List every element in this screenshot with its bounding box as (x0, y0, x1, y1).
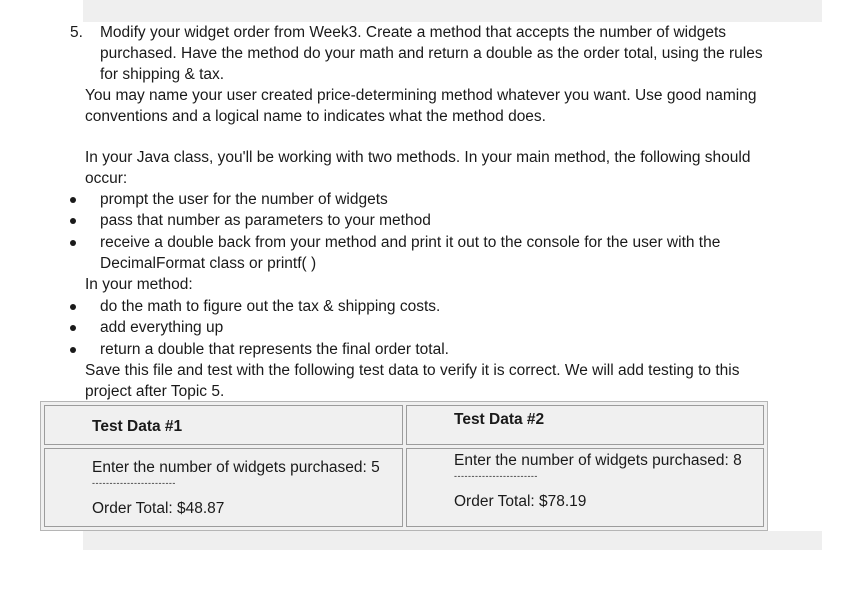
java-line-2: occur: (85, 170, 128, 187)
naming-line-2: conventions and a logical name to indicates what the method does. (85, 108, 546, 125)
test2-total: Order Total: $78.19 (454, 493, 587, 510)
top-band (83, 0, 822, 22)
test2-prompt: Enter the number of widgets purchased: 8 (454, 452, 742, 469)
main-bullet-2: pass that number as parameters to your method (100, 212, 431, 229)
test2-body-cell (406, 448, 764, 527)
test-data-table (40, 401, 768, 531)
method-bullet-2: add everything up (100, 319, 224, 336)
bottom-band (83, 531, 822, 550)
method-heading: In your method: (85, 276, 193, 293)
bullet-dot (70, 304, 76, 310)
naming-line-1: You may name your user created price-determining method whatever you want. Use good naming (85, 87, 757, 104)
bullet-dot (70, 325, 76, 331)
main-bullet-1: prompt the user for the number of widgets (100, 191, 388, 208)
intro-line-2: purchased. Have the method do your math and return a double as the order total, using the rules (100, 45, 763, 62)
method-bullet-1: do the math to figure out the tax & shipping costs. (100, 298, 441, 315)
test2-title: Test Data #2 (454, 411, 545, 428)
main-bullet-3-line-1: receive a double back from your method and print it out to the console for the user with the (100, 234, 721, 251)
bullet-dot (70, 197, 76, 203)
test2-separator: ------------------------ (454, 471, 538, 481)
test1-title: Test Data #1 (92, 418, 183, 435)
test1-header-cell (44, 405, 403, 445)
save-line-1: Save this file and test with the following test data to verify it is correct. We will add testing to this (85, 362, 740, 379)
test1-prompt: Enter the number of widgets purchased: 5 (92, 459, 380, 476)
test1-body-cell (44, 448, 403, 527)
test1-total: Order Total: $48.87 (92, 500, 225, 517)
bullet-dot (70, 240, 76, 246)
bullet-dot (70, 218, 76, 224)
save-line-2: project after Topic 5. (85, 383, 225, 400)
method-bullet-3: return a double that represents the final order total. (100, 341, 449, 358)
intro-line-1: Modify your widget order from Week3. Create a method that accepts the number of widgets (100, 24, 727, 41)
intro-line-3: for shipping & tax. (100, 66, 225, 83)
main-bullet-3-line-2: DecimalFormat class or printf( ) (100, 255, 317, 272)
test1-separator: ------------------------ (92, 478, 176, 488)
bullet-dot (70, 347, 76, 353)
test2-header-cell (406, 405, 764, 445)
java-line-1: In your Java class, you'll be working with two methods. In your main method, the following should (85, 149, 751, 166)
item-number: 5. (70, 24, 83, 41)
